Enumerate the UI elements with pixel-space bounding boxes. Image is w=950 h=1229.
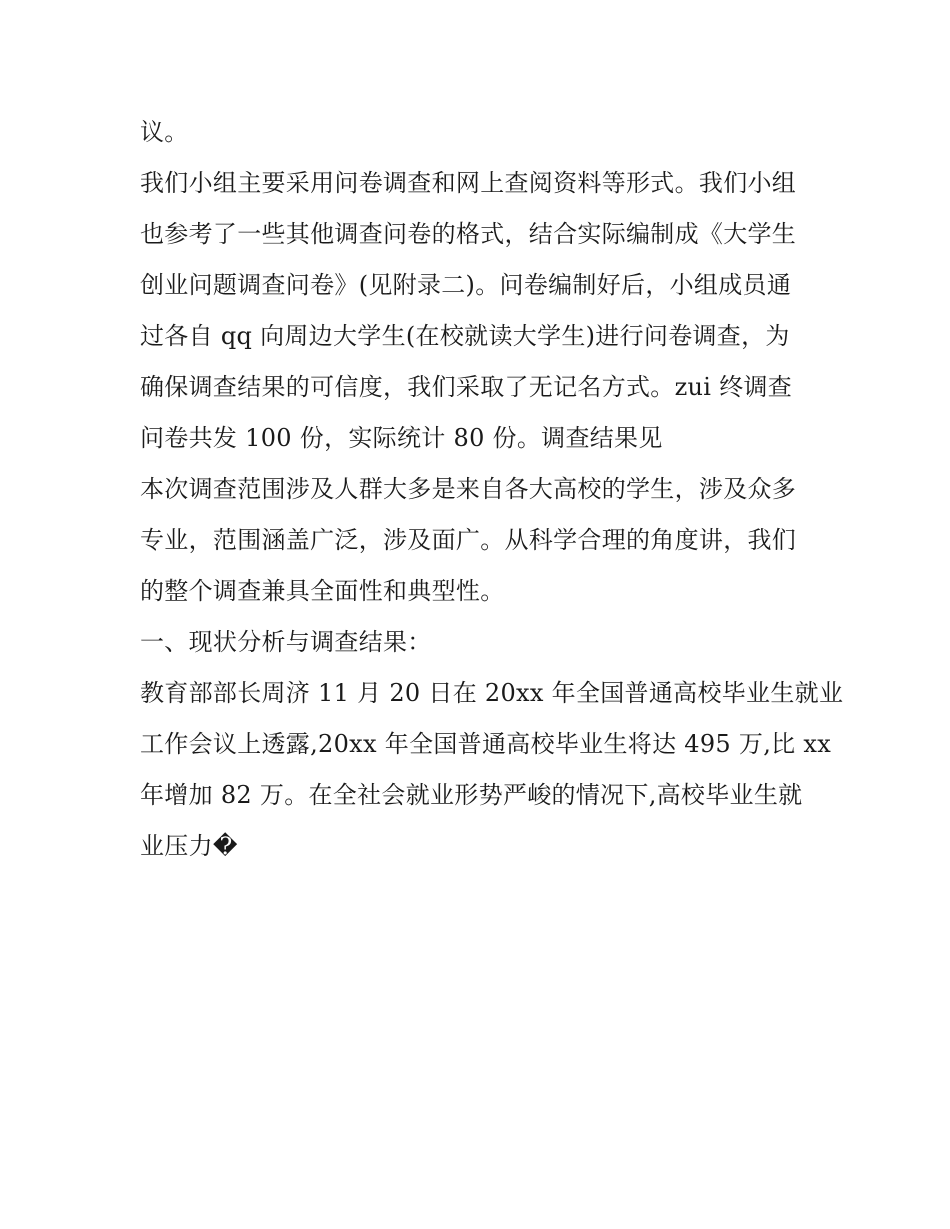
- text-line: 工作会议上透露,20xx 年全国普通高校毕业生将达 495 万,比 xx: [140, 730, 832, 758]
- text-line: 教育部部长周济 11 月 20 日在 20xx 年全国普通高校毕业生就业: [140, 679, 844, 707]
- text-line: 确保调查结果的可信度，我们采取了无记名方式。zui 终调查: [140, 373, 793, 401]
- text-line: 议。: [140, 118, 189, 146]
- text-line: 年增加 82 万。在全社会就业形势严峻的情况下,高校毕业生就: [140, 781, 803, 809]
- text-line: 创业问题调查问卷》(见附录二)。问卷编制好后，小组成员通: [140, 271, 792, 299]
- text-line: 问卷共发 100 份，实际统计 80 份。调查结果见: [140, 424, 663, 452]
- text-line: 过各自 qq 向周边大学生(在校就读大学生)进行问卷调查，为: [140, 322, 790, 350]
- text-line: 的整个调查兼具全面性和典型性。: [140, 577, 505, 605]
- text-line: 我们小组主要采用问卷调查和网上查阅资料等形式。我们小组: [140, 169, 797, 197]
- text-line: 专业，范围涵盖广泛，涉及面广。从科学合理的角度讲，我们: [140, 526, 797, 554]
- text-line: 业压力�: [140, 832, 238, 860]
- section-heading: 一、现状分析与调查结果：: [140, 628, 432, 656]
- text-line: 也参考了一些其他调查问卷的格式，结合实际编制成《大学生: [140, 220, 797, 248]
- document-body: [140, 107, 844, 872]
- text-line: 本次调查范围涉及人群大多是来自各大高校的学生，涉及众多: [140, 475, 797, 503]
